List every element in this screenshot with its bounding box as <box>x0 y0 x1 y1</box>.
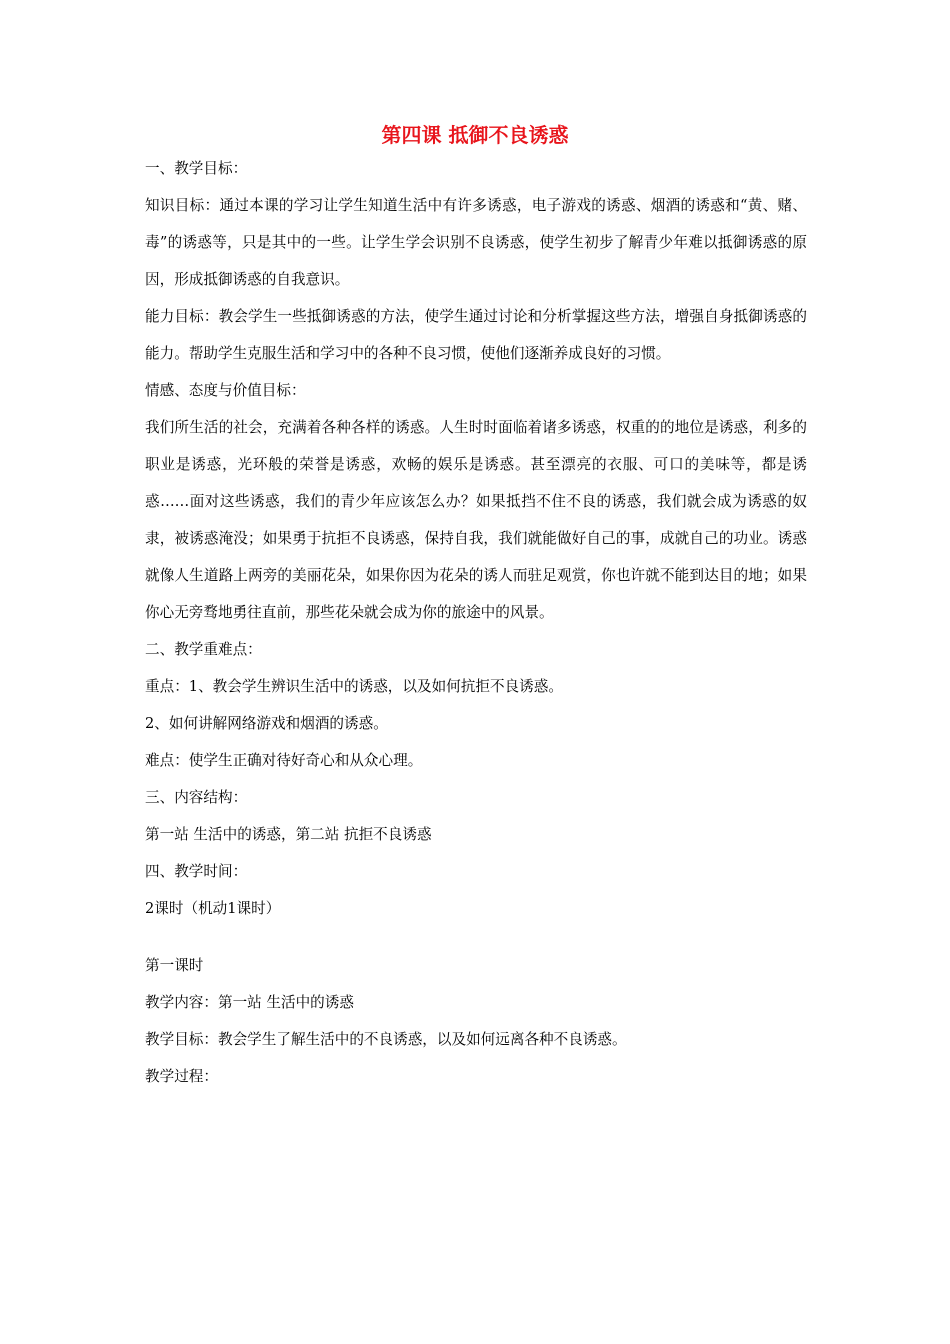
paragraph-ability-objective: 能力目标：教会学生一些抵御诱惑的方法，使学生通过讨论和分析掌握这些方法，增强自身抵御诱惑的能力。帮助学生克服生活和学习中的各种不良习惯，使他们逐渐养成良好的习惯。 <box>145 308 807 362</box>
paragraph-emotion-objective: 我们所生活的社会，充满着各种各样的诱惑。人生时时面临着诸多诱惑，权重的的地位是诱惑，利多的职业是诱惑，光环般的荣誉是诱惑，欢畅的娱乐是诱惑。甚至漂亮的衣服、可口的美味等，都是诱惑……面对这些诱惑，我们的青少年应该怎么办？如果抵挡不住不良的诱惑，我们就会成为诱惑的奴隶，被诱惑淹没；如果勇于抗拒不良诱惑，保持自我，我们就能做好自己的事，成就自己的功业。诱惑就像人生道路上两旁的美丽花朵，如果你因为花朵的诱人而驻足观赏，你也许就不能到达目的地；如果你心无旁骛地勇往直前，那些花朵就会成为你的旅途中的风景。 <box>145 419 807 621</box>
document-title: 第四课 抵御不良诱惑 <box>381 123 569 147</box>
paragraph-teaching-time: 2课时（机动1课时） <box>145 900 281 917</box>
paragraph-content-structure: 第一站 生活中的诱惑，第二站 抗拒不良诱惑 <box>145 826 432 843</box>
heading-key-points: 二、教学重难点： <box>145 641 262 658</box>
paragraph-key-point-2: 2、如何讲解网络游戏和烟酒的诱惑。 <box>145 715 388 732</box>
paragraph-lesson-objective: 教学目标：教会学生了解生活中的不良诱惑，以及如何远离各种不良诱惑。 <box>145 1031 627 1048</box>
paragraph-key-point-1: 重点：1、教会学生辨识生活中的诱惑，以及如何抗拒不良诱惑。 <box>145 678 563 695</box>
heading-teaching-time: 四、教学时间： <box>145 863 248 880</box>
paragraph-difficulty: 难点：使学生正确对待好奇心和从众心理。 <box>145 752 423 769</box>
paragraph-lesson-content: 教学内容：第一站 生活中的诱惑 <box>145 994 354 1011</box>
paragraph-knowledge-objective: 知识目标：通过本课的学习让学生知道生活中有许多诱惑，电子游戏的诱惑、烟酒的诱惑和“黄、赌、毒”的诱惑等，只是其中的一些。让学生学会识别不良诱惑，使学生初步了解青少年难以抵御诱惑的原因，形成抵御诱惑的自我意识。 <box>145 197 807 288</box>
heading-content-structure: 三、内容结构： <box>145 789 248 806</box>
heading-teaching-process: 教学过程： <box>145 1068 218 1085</box>
document-body <box>145 150 807 1095</box>
heading-teaching-objectives: 一、教学目标： <box>145 160 248 177</box>
heading-first-lesson: 第一课时 <box>145 957 204 974</box>
blank-line <box>145 927 807 947</box>
heading-emotion-objective: 情感、态度与价值目标： <box>145 382 306 399</box>
